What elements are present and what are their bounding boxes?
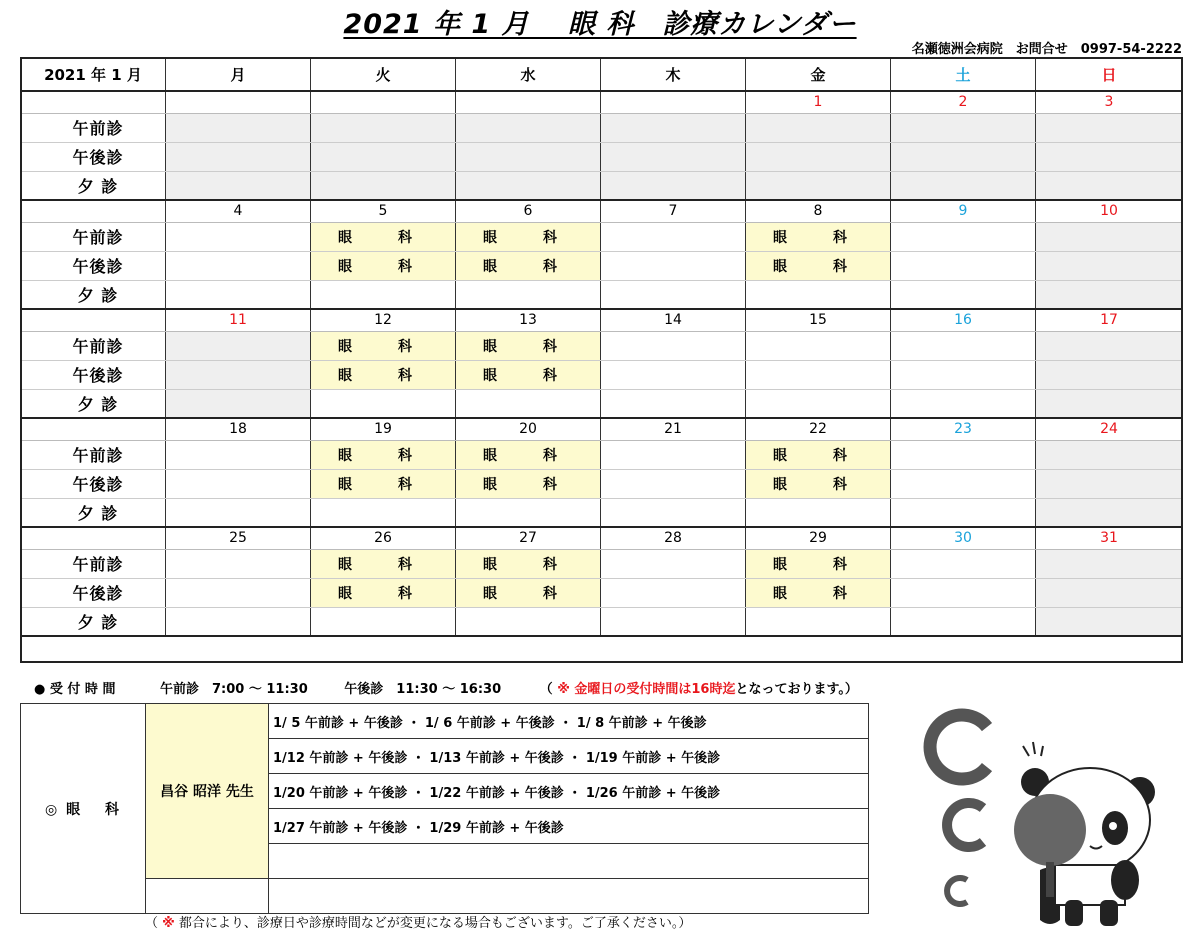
reception-afternoon: 午後診 11:30 ～ 16:30	[344, 682, 502, 697]
week-date-label-cell	[21, 309, 166, 331]
empty-slot	[166, 280, 311, 309]
empty-slot	[891, 251, 1036, 280]
empty-slot	[601, 498, 746, 527]
empty-slot	[601, 578, 746, 607]
empty-slot	[166, 549, 311, 578]
date-cell: 14	[601, 309, 746, 331]
empty-slot	[456, 498, 601, 527]
date-cell: 11	[166, 309, 311, 331]
empty-slot	[601, 251, 746, 280]
closed-slot	[1036, 549, 1183, 578]
weekday-header: 水	[456, 58, 601, 91]
clinic-slot: 眼 科	[311, 251, 456, 280]
closed-slot	[1036, 222, 1183, 251]
date-cell: 2	[891, 91, 1036, 113]
schedule-line: 1/27 午前診 + 午後診 ・ 1/29 午前診 + 午後診	[269, 809, 869, 844]
closed-slot	[166, 113, 311, 142]
closed-slot	[746, 142, 891, 171]
clinic-slot: 眼 科	[311, 440, 456, 469]
slot-label: 午前診	[21, 331, 166, 360]
closed-slot	[166, 171, 311, 200]
closed-slot	[1036, 142, 1183, 171]
department-cell: ◎ 眼 科	[21, 704, 146, 914]
clinic-slot: 眼 科	[311, 331, 456, 360]
slot-label: 夕 診	[21, 280, 166, 309]
slot-label: 夕 診	[21, 607, 166, 636]
date-cell: 29	[746, 527, 891, 549]
closed-slot	[1036, 251, 1183, 280]
empty-slot	[166, 498, 311, 527]
empty-slot	[311, 389, 456, 418]
landolt-ring-icon	[930, 715, 987, 904]
slot-label: 午後診	[21, 142, 166, 171]
clinic-slot: 眼 科	[746, 549, 891, 578]
empty-slot	[746, 389, 891, 418]
date-cell: 30	[891, 527, 1036, 549]
weekday-header: 金	[746, 58, 891, 91]
reception-morning: 午前診 7:00 ～ 11:30	[159, 682, 308, 697]
schedule-line: 1/12 午前診 + 午後診 ・ 1/13 午前診 + 午後診 ・ 1/19 午前診 + 午後診	[269, 739, 869, 774]
empty-slot	[601, 440, 746, 469]
closed-slot	[311, 142, 456, 171]
empty-slot	[166, 222, 311, 251]
empty-slot	[601, 607, 746, 636]
calendar-table	[20, 57, 1183, 637]
clinic-slot: 眼 科	[746, 578, 891, 607]
empty-slot	[601, 222, 746, 251]
closed-slot	[746, 171, 891, 200]
closed-slot	[166, 360, 311, 389]
reception-hours	[34, 678, 858, 697]
closed-slot	[1036, 360, 1183, 389]
empty-slot	[891, 607, 1036, 636]
date-cell: 9	[891, 200, 1036, 222]
clinic-slot: 眼 科	[456, 331, 601, 360]
week-date-label-cell	[21, 91, 166, 113]
panda-icon	[1014, 742, 1155, 926]
slot-label: 午前診	[21, 222, 166, 251]
date-cell: 12	[311, 309, 456, 331]
date-cell	[601, 91, 746, 113]
footnote: （ ※ 都合により、診療日や診療時間などが変更になる場合もございます。ご了承ください。）	[145, 916, 692, 931]
closed-slot	[166, 389, 311, 418]
closed-slot	[891, 171, 1036, 200]
closed-slot	[1036, 498, 1183, 527]
slot-label: 夕 診	[21, 171, 166, 200]
schedule-line	[269, 844, 869, 879]
clinic-slot: 眼 科	[311, 549, 456, 578]
calendar-corner: 2021 年 1 月	[21, 58, 166, 91]
date-cell	[456, 91, 601, 113]
week-date-label-cell	[21, 200, 166, 222]
closed-slot	[891, 113, 1036, 142]
date-cell: 19	[311, 418, 456, 440]
empty-slot	[601, 469, 746, 498]
slot-label: 午前診	[21, 113, 166, 142]
closed-slot	[166, 331, 311, 360]
closed-slot	[601, 113, 746, 142]
date-cell: 20	[456, 418, 601, 440]
date-cell: 16	[891, 309, 1036, 331]
date-cell: 5	[311, 200, 456, 222]
slot-label: 夕 診	[21, 498, 166, 527]
date-cell: 24	[1036, 418, 1183, 440]
clinic-slot: 眼 科	[746, 469, 891, 498]
clinic-slot: 眼 科	[456, 469, 601, 498]
closed-slot	[456, 171, 601, 200]
empty-slot	[746, 280, 891, 309]
empty-slot	[166, 251, 311, 280]
weekday-header: 火	[311, 58, 456, 91]
page-title: 2021 年 1 月 眼 科 診療カレンダー	[343, 9, 857, 40]
closed-slot	[311, 113, 456, 142]
date-cell: 31	[1036, 527, 1183, 549]
date-cell: 25	[166, 527, 311, 549]
date-cell: 27	[456, 527, 601, 549]
clinic-slot: 眼 科	[456, 440, 601, 469]
slot-label: 午後診	[21, 469, 166, 498]
date-cell: 23	[891, 418, 1036, 440]
closed-slot	[456, 113, 601, 142]
clinic-slot: 眼 科	[456, 360, 601, 389]
slot-label: 夕 診	[21, 389, 166, 418]
date-cell: 17	[1036, 309, 1183, 331]
closed-slot	[1036, 331, 1183, 360]
closed-slot	[1036, 171, 1183, 200]
closed-slot	[746, 113, 891, 142]
closed-slot	[601, 142, 746, 171]
date-cell: 22	[746, 418, 891, 440]
slot-label: 午後診	[21, 578, 166, 607]
clinic-slot: 眼 科	[746, 251, 891, 280]
empty-slot	[601, 331, 746, 360]
empty-slot	[891, 469, 1036, 498]
reception-label: ● 受 付 時 間	[34, 682, 116, 697]
doctor-blank-cell	[146, 879, 269, 914]
slot-label: 午前診	[21, 549, 166, 578]
empty-slot	[456, 607, 601, 636]
closed-slot	[1036, 578, 1183, 607]
panda-eye-test-icon	[905, 700, 1195, 935]
closed-slot	[166, 142, 311, 171]
schedule-line: 1/ 5 午前診 + 午後診 ・ 1/ 6 午前診 + 午後診 ・ 1/ 8 午前診 + 午後診	[269, 704, 869, 739]
schedule-line	[269, 879, 869, 914]
date-cell	[166, 91, 311, 113]
clinic-slot: 眼 科	[746, 222, 891, 251]
empty-slot	[891, 222, 1036, 251]
empty-slot	[166, 469, 311, 498]
empty-slot	[891, 280, 1036, 309]
clinic-slot: 眼 科	[456, 578, 601, 607]
empty-slot	[891, 578, 1036, 607]
date-cell: 1	[746, 91, 891, 113]
empty-slot	[891, 440, 1036, 469]
clinic-slot: 眼 科	[311, 222, 456, 251]
closed-slot	[1036, 280, 1183, 309]
schedule-line: 1/20 午前診 + 午後診 ・ 1/22 午前診 + 午後診 ・ 1/26 午前診 + 午後診	[269, 774, 869, 809]
empty-slot	[311, 607, 456, 636]
weekday-header: 木	[601, 58, 746, 91]
empty-slot	[601, 280, 746, 309]
empty-slot	[746, 607, 891, 636]
hospital-contact: 名瀬徳洲会病院 お問合せ 0997-54-2222	[911, 42, 1182, 57]
week-date-label-cell	[21, 418, 166, 440]
empty-slot	[891, 549, 1036, 578]
empty-slot	[601, 549, 746, 578]
clinic-slot: 眼 科	[746, 440, 891, 469]
date-cell: 8	[746, 200, 891, 222]
week-date-label-cell	[21, 527, 166, 549]
date-cell: 10	[1036, 200, 1183, 222]
closed-slot	[456, 142, 601, 171]
weekday-header: 土	[891, 58, 1036, 91]
empty-slot	[456, 280, 601, 309]
date-cell: 15	[746, 309, 891, 331]
slot-label: 午後診	[21, 251, 166, 280]
closed-slot	[1036, 389, 1183, 418]
closed-slot	[891, 142, 1036, 171]
date-cell: 26	[311, 527, 456, 549]
weekday-header: 日	[1036, 58, 1183, 91]
clinic-slot: 眼 科	[456, 222, 601, 251]
clinic-slot: 眼 科	[456, 251, 601, 280]
empty-slot	[166, 607, 311, 636]
doctor-name-cell: 昌谷 昭洋 先生	[146, 704, 269, 879]
empty-slot	[891, 360, 1036, 389]
closed-slot	[1036, 607, 1183, 636]
empty-slot	[166, 578, 311, 607]
weekday-header: 月	[166, 58, 311, 91]
date-cell: 6	[456, 200, 601, 222]
doctor-schedule-table	[20, 703, 869, 914]
date-cell: 3	[1036, 91, 1183, 113]
empty-slot	[891, 498, 1036, 527]
date-cell: 4	[166, 200, 311, 222]
clinic-slot: 眼 科	[311, 360, 456, 389]
date-cell: 28	[601, 527, 746, 549]
closed-slot	[1036, 113, 1183, 142]
empty-slot	[601, 360, 746, 389]
date-cell: 7	[601, 200, 746, 222]
date-cell: 13	[456, 309, 601, 331]
empty-slot	[891, 389, 1036, 418]
empty-slot	[166, 440, 311, 469]
date-cell: 21	[601, 418, 746, 440]
reception-note: （ ※ 金曜日の受付時間は16時迄となっております。）	[539, 682, 858, 697]
empty-slot	[601, 389, 746, 418]
empty-slot	[311, 498, 456, 527]
slot-label: 午前診	[21, 440, 166, 469]
closed-slot	[1036, 469, 1183, 498]
empty-slot	[746, 360, 891, 389]
clinic-slot: 眼 科	[311, 578, 456, 607]
empty-slot	[746, 498, 891, 527]
empty-slot	[456, 389, 601, 418]
closed-slot	[311, 171, 456, 200]
clinic-slot: 眼 科	[456, 549, 601, 578]
closed-slot	[1036, 440, 1183, 469]
date-cell: 18	[166, 418, 311, 440]
closed-slot	[601, 171, 746, 200]
clinic-slot: 眼 科	[311, 469, 456, 498]
slot-label: 午後診	[21, 360, 166, 389]
date-cell	[311, 91, 456, 113]
empty-slot	[746, 331, 891, 360]
empty-slot	[311, 280, 456, 309]
empty-slot	[891, 331, 1036, 360]
